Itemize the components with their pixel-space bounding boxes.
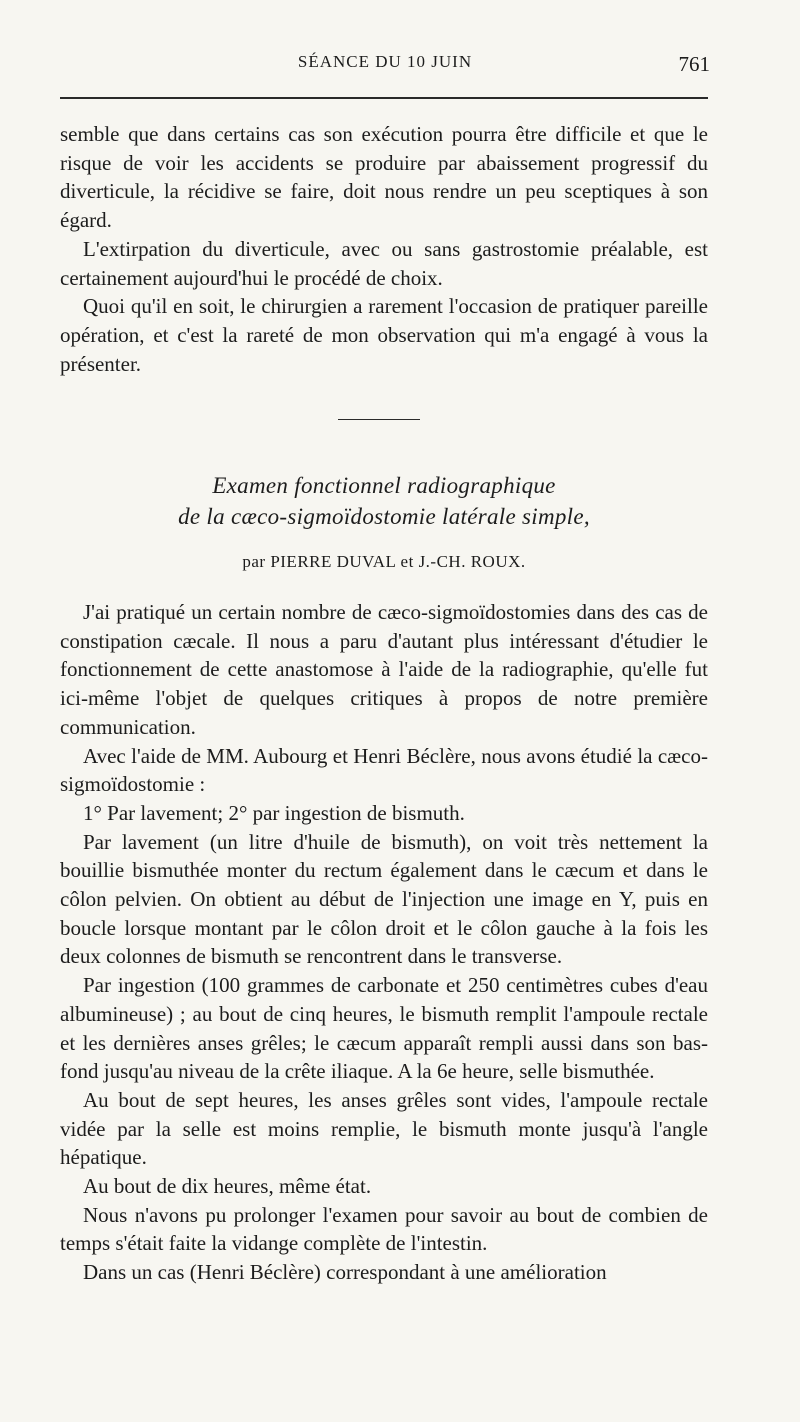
paragraph: Par lavement (un litre d'huile de bismuth), on voit très nettement la bouillie bismuthée monter du rectum également dans le cæcum et dans le côlon pelvien. On obtient au début de l'injection une image en Y, puis en boucle lorsque montant par le côlon droit et le côlon gauche à la fois les deux colonnes de bismuth se rencontrent dans le transverse. [60,829,708,969]
page-number: 761 [678,52,710,76]
paragraph: Avec l'aide de MM. Aubourg et Henri Béclère, nous avons étudié la cæco-sigmoïdostomie : [60,743,708,797]
running-head [60,52,710,82]
paragraph: Par ingestion (100 grammes de carbonate et 250 centimètres cubes d'eau albumineuse) ; au bout de cinq heures, le bismuth remplit l'ampoule rectale et les dernières anses grêles; le cæcum apparaît rempli aussi dans son bas-fond jusqu'au niveau de la crête iliaque. A la 6e heure, selle bismuthée. [60,973,708,1084]
article-body [60,598,708,1287]
paragraph: Nous n'avons pu prolonger l'examen pour savoir au bout de combien de temps s'était faite la vidange complète de l'intestin. [60,1202,708,1256]
previous-article-text [60,120,708,378]
running-title: SÉANCE DU 10 JUIN [297,52,473,71]
section-divider [338,419,420,420]
article-authors: par PIERRE DUVAL et J.-CH. ROUX. [242,552,526,571]
article-heading [60,470,708,572]
paragraph: J'ai pratiqué un certain nombre de cæco-sigmoïdostomies dans des cas de constipation cæcale. Il nous a paru d'autant plus intéressant d'étudier le fonctionnement de cette anastomose à l'aide de la radiographie, qu'elle fut ici-même l'objet de quelques critiques à propos de notre première communication. [60,600,708,739]
paragraph: Dans un cas (Henri Béclère) correspondant à une amélioration [83,1260,607,1285]
paragraph: Au bout de sept heures, les anses grêles sont vides, l'ampoule rectale vidée par la selle est moins remplie, le bismuth monte jusqu'à l'angle hépatique. [60,1087,708,1170]
header-rule [60,97,708,99]
paragraph: L'extirpation du diverticule, avec ou sans gastrostomie préalable, est certainement aujourd'hui le procédé de choix. [60,236,708,290]
paragraph: Au bout de dix heures, même état. [83,1174,372,1199]
paragraph: 1° Par lavement; 2° par ingestion de bismuth. [83,800,465,825]
paragraph: semble que dans certains cas son exécution pourra être difficile et que le risque de voir les accidents se produire par abaissement progressif du diverticule, la récidive se faire, doit nous rendre un peu sceptiques à son égard. [60,122,708,233]
article-title-line-1: Examen fonctionnel radiographique [212,473,556,498]
article-title-line-2: de la cæco-sigmoïdostomie latérale simple, [178,504,590,529]
paragraph: Quoi qu'il en soit, le chirurgien a rarement l'occasion de pratiquer pareille opération, et c'est la rareté de mon observation qui m'a engagé à vous la présenter. [60,294,708,376]
